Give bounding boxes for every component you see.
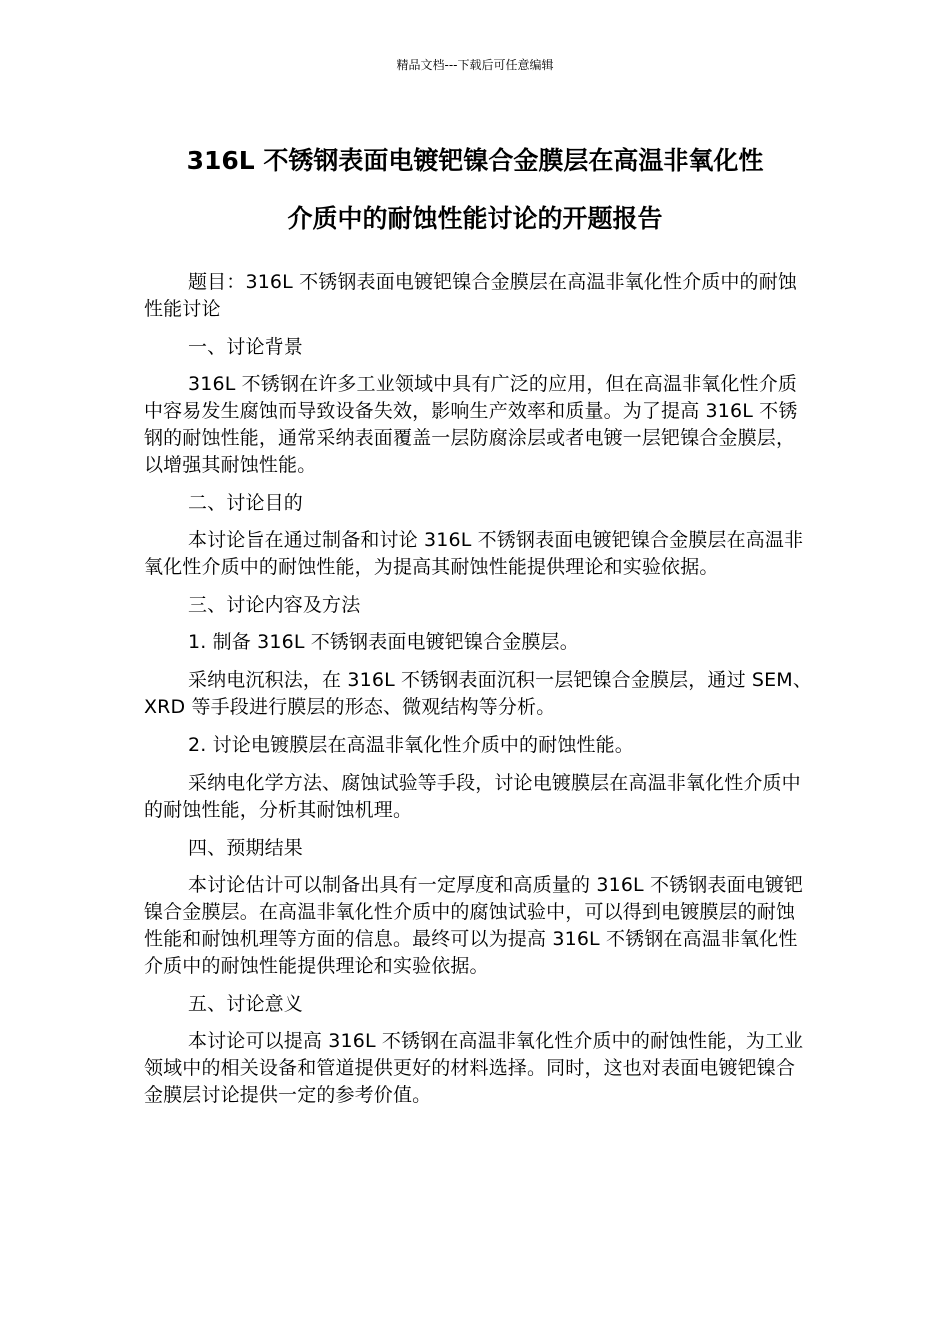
section-heading-background: 一、讨论背景: [188, 336, 303, 358]
header-note: 精品文档---下载后可任意编辑: [396, 58, 554, 72]
title-line-2: 介质中的耐蚀性能讨论的开题报告: [287, 204, 663, 233]
document-body: [144, 269, 812, 1120]
subject-paragraph: 题目：316L 不锈钢表面电镀钯镍合金膜层在高温非氧化性介质中的耐蚀性能讨论: [144, 271, 797, 320]
title-line-1: 316L 不锈钢表面电镀钯镍合金膜层在高温非氧化性: [186, 146, 764, 175]
section-heading-purpose: 二、讨论目的: [188, 492, 303, 514]
method-item-2: 2. 讨论电镀膜层在高温非氧化性介质中的耐蚀性能。: [188, 734, 634, 756]
method-item-1-detail: 采纳电沉积法，在 316L 不锈钢表面沉积一层钯镍合金膜层，通过 SEM、XRD 等手段进行膜层的形态、微观结构等分析。: [144, 669, 812, 718]
section-heading-methods: 三、讨论内容及方法: [188, 594, 361, 616]
method-item-1: 1. 制备 316L 不锈钢表面电镀钯镍合金膜层。: [188, 631, 579, 653]
significance-paragraph: 本讨论可以提高 316L 不锈钢在高温非氧化性介质中的耐蚀性能，为工业领域中的相关设备和管道提供更好的材料选择。同时，这也对表面电镀钯镍合金膜层讨论提供一定的参考价值。: [144, 1030, 804, 1106]
section-heading-significance: 五、讨论意义: [188, 993, 303, 1015]
section-heading-expected-results: 四、预期结果: [188, 837, 303, 859]
purpose-paragraph: 本讨论旨在通过制备和讨论 316L 不锈钢表面电镀钯镍合金膜层在高温非氧化性介质中的耐蚀性能，为提高其耐蚀性能提供理论和实验依据。: [144, 529, 804, 578]
method-item-2-detail: 采纳电化学方法、腐蚀试验等手段，讨论电镀膜层在高温非氧化性介质中的耐蚀性能，分析其耐蚀机理。: [144, 772, 801, 821]
expected-results-paragraph: 本讨论估计可以制备出具有一定厚度和高质量的 316L 不锈钢表面电镀钯镍合金膜层。在高温非氧化性介质中的腐蚀试验中，可以得到电镀膜层的耐蚀性能和耐蚀机理等方面的信息。最终可以为提高 316L 不锈钢在高温非氧化性介质中的耐蚀性能提供理论和实验依据。: [144, 874, 804, 977]
document-title: [110, 132, 840, 248]
background-paragraph: 316L 不锈钢在许多工业领域中具有广泛的应用，但在高温非氧化性介质中容易发生腐蚀而导致设备失效，影响生产效率和质量。为了提高 316L 不锈钢的耐蚀性能，通常采纳表面覆盖一层防腐涂层或者电镀一层钯镍合金膜层，以增强其耐蚀性能。: [144, 373, 798, 476]
